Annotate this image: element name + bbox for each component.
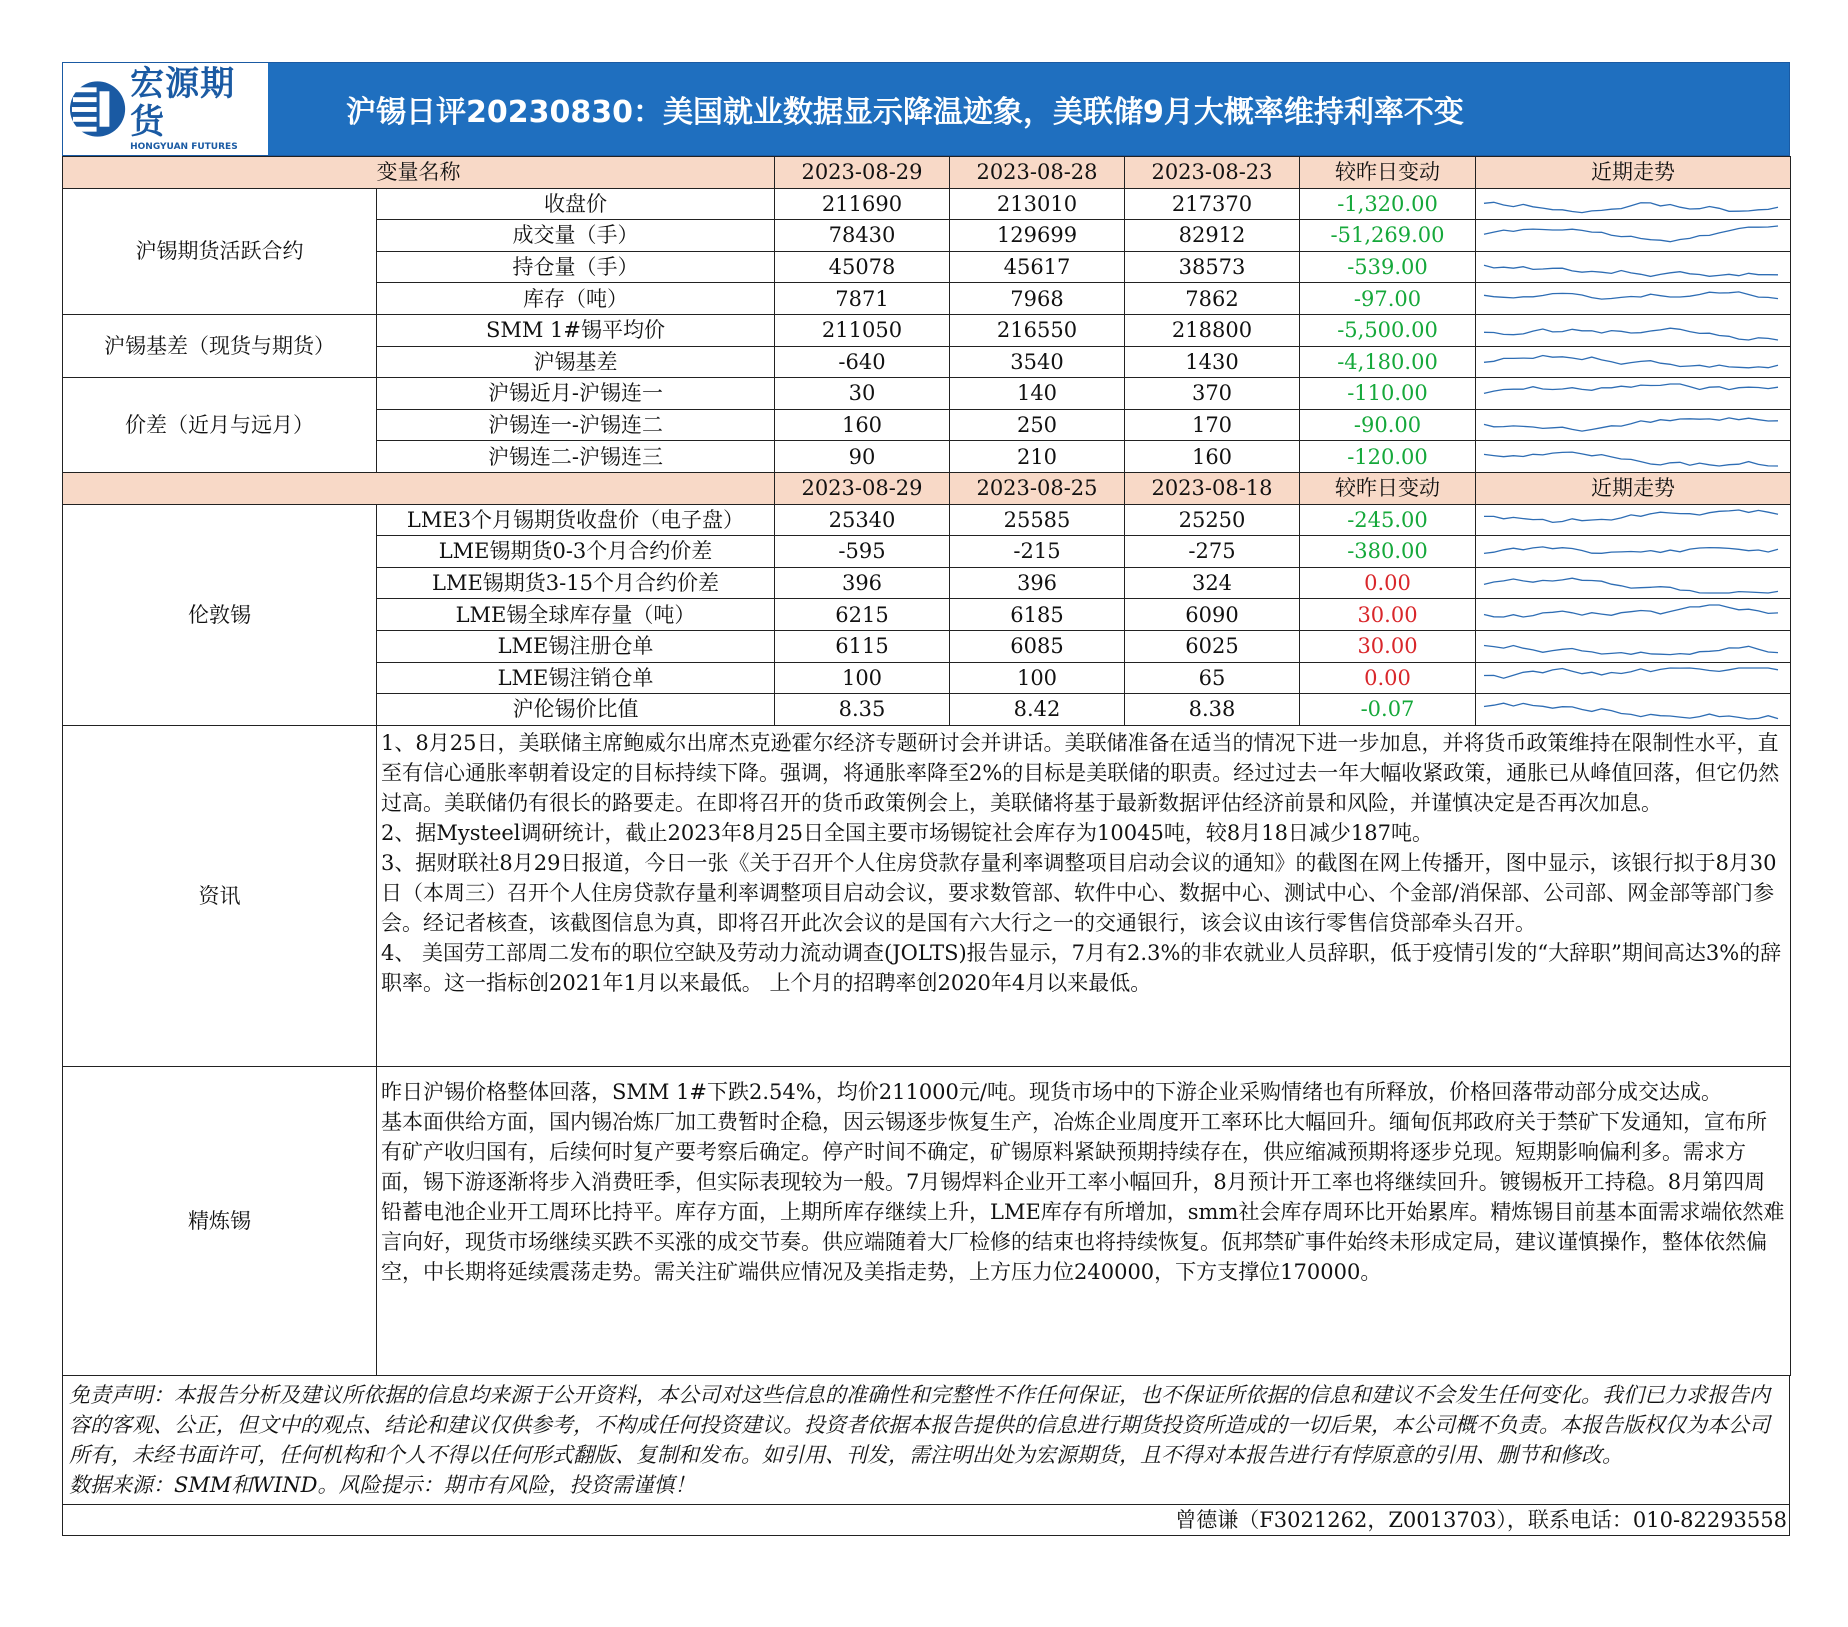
value-cell: 6085 bbox=[950, 630, 1125, 662]
header-blank bbox=[63, 472, 775, 504]
news-row bbox=[63, 725, 1791, 1066]
report-sheet bbox=[62, 62, 1790, 1536]
change-cell: -1,320.00 bbox=[1300, 188, 1476, 220]
trend-line bbox=[1484, 226, 1778, 242]
change-cell: 30.00 bbox=[1300, 599, 1476, 631]
header-column: 较昨日变动 bbox=[1300, 157, 1476, 189]
trend-sparkline bbox=[1476, 221, 1788, 250]
trend-line bbox=[1484, 510, 1778, 522]
value-cell: 7871 bbox=[775, 283, 950, 315]
variable-name: LME锡注册仓单 bbox=[377, 630, 775, 662]
value-cell: -640 bbox=[775, 346, 950, 378]
change-cell: -4,180.00 bbox=[1300, 346, 1476, 378]
table-row bbox=[63, 188, 1791, 220]
value-cell: -275 bbox=[1125, 536, 1300, 568]
value-cell: -215 bbox=[950, 536, 1125, 568]
variable-name: 沪锡连一-沪锡连二 bbox=[377, 409, 775, 441]
value-cell: 25340 bbox=[775, 504, 950, 536]
trend-line bbox=[1484, 703, 1778, 719]
trend-sparkline-cell bbox=[1476, 378, 1791, 410]
variable-name: SMM 1#锡平均价 bbox=[377, 314, 775, 346]
data-source-text: 数据来源：SMM和WIND。风险提示：期市有风险，投资需谨慎！ bbox=[69, 1472, 696, 1497]
trend-line bbox=[1484, 292, 1778, 299]
value-cell: 25250 bbox=[1125, 504, 1300, 536]
trend-line bbox=[1484, 605, 1778, 617]
trend-line bbox=[1484, 645, 1778, 654]
trend-sparkline-cell bbox=[1476, 409, 1791, 441]
variable-name: LME锡全球库存量（吨） bbox=[377, 599, 775, 631]
trend-sparkline-cell bbox=[1476, 504, 1791, 536]
trend-sparkline-cell bbox=[1476, 220, 1791, 252]
hongyuan-logo-icon bbox=[69, 77, 126, 141]
header-column: 2023-08-29 bbox=[775, 157, 950, 189]
value-cell: 370 bbox=[1125, 378, 1300, 410]
value-cell: 324 bbox=[1125, 567, 1300, 599]
variable-name: 沪锡近月-沪锡连一 bbox=[377, 378, 775, 410]
news-paragraph: 2、据Mysteel调研统计，截止2023年8月25日全国主要市场锡锭社会库存为10045吨，较8月18日减少187吨。 bbox=[381, 820, 1434, 845]
change-cell: 30.00 bbox=[1300, 630, 1476, 662]
refined-tin-paragraph: 基本面供给方面，国内锡冶炼厂加工费暂时企稳，因云锡逐步恢复生产，冶炼企业周度开工率环比大幅回升。缅甸佤邦政府关于禁矿下发通知，宣布所有矿产收归国有，后续何时复产要考察后确定。停产时间不确定，矿锡原料紧缺预期持续存在，供应缩减预期将逐步兑现。短期影响偏利多。需求方面，锡下游逐渐将步入消费旺季，但实际表现较为一般。7月锡焊料企业开工率小幅回升，8月预计开工率也将继续回升。镀锡板开工持稳。8月第四周铅蓄电池企业开工周环比持平。库存方面，上期所库存继续上升，LME库存有所增加，smm社会库存周环比开始累库。精炼锡目前基本面需求端依然难言向好，现货市场继续买跌不买涨的成交节奏。供应端随着大厂检修的结束也将持续恢复。佤邦禁矿事件始终未形成定局，建议谨慎操作，整体依然偏空，中长期将延续震荡走势。需关注矿端供应情况及美指走势，上方压力位240000，下方支撑位170000。 bbox=[381, 1109, 1785, 1284]
value-cell: 8.35 bbox=[775, 694, 950, 726]
value-cell: 8.38 bbox=[1125, 694, 1300, 726]
trend-line bbox=[1484, 417, 1778, 430]
value-cell: 129699 bbox=[950, 220, 1125, 252]
variable-name: 收盘价 bbox=[377, 188, 775, 220]
header-column: 近期走势 bbox=[1476, 157, 1791, 189]
change-cell: -539.00 bbox=[1300, 251, 1476, 283]
trend-sparkline bbox=[1476, 537, 1788, 566]
refined-tin-row bbox=[63, 1066, 1791, 1375]
value-cell: 78430 bbox=[775, 220, 950, 252]
variable-name: 成交量（手） bbox=[377, 220, 775, 252]
value-cell: 396 bbox=[950, 567, 1125, 599]
trend-sparkline-cell bbox=[1476, 630, 1791, 662]
trend-sparkline bbox=[1476, 379, 1788, 408]
header-column: 2023-08-23 bbox=[1125, 157, 1300, 189]
change-cell: -380.00 bbox=[1300, 536, 1476, 568]
trend-line bbox=[1484, 578, 1778, 593]
change-cell: 0.00 bbox=[1300, 662, 1476, 694]
header-column: 2023-08-29 bbox=[775, 472, 950, 504]
value-cell: 250 bbox=[950, 409, 1125, 441]
trend-sparkline-cell bbox=[1476, 441, 1791, 473]
refined-tin-text bbox=[377, 1066, 1791, 1375]
trend-line bbox=[1484, 265, 1778, 276]
trend-sparkline-cell bbox=[1476, 251, 1791, 283]
header-column: 较昨日变动 bbox=[1300, 472, 1476, 504]
group-label: 价差（近月与远月） bbox=[63, 378, 377, 473]
trend-sparkline bbox=[1476, 189, 1788, 218]
change-cell: -97.00 bbox=[1300, 283, 1476, 315]
trend-sparkline bbox=[1476, 347, 1788, 376]
value-cell: 100 bbox=[950, 662, 1125, 694]
value-cell: 213010 bbox=[950, 188, 1125, 220]
value-cell: 3540 bbox=[950, 346, 1125, 378]
table-row bbox=[63, 504, 1791, 536]
value-cell: 30 bbox=[775, 378, 950, 410]
header-column: 2023-08-25 bbox=[950, 472, 1125, 504]
disclaimer-text: 免责声明：本报告分析及建议所依据的信息均来源于公开资料，本公司对这些信息的准确性和完整性不作任何保证，也不保证所依据的信息和建议不会发生任何变化。我们已力求报告内容的客观、公正，但文中的观点、结论和建议仅供参考，不构成任何投资建议。投资者依据本报告提供的信息进行期货投资所造成的一切后果，本公司概不负责。本报告版权仅为本公司所有，未经书面许可，任何机构和个人不得以任何形式翻版、复制和发布。如引用、刊发，需注明出处为宏源期货，且不得对本报告进行有悖原意的引用、删节和修改。 bbox=[69, 1382, 1770, 1467]
value-cell: 170 bbox=[1125, 409, 1300, 441]
change-cell: -0.07 bbox=[1300, 694, 1476, 726]
variable-name: LME锡期货0-3个月合约价差 bbox=[377, 536, 775, 568]
header-variable-name: 变量名称 bbox=[63, 157, 775, 189]
group-label: 沪锡期货活跃合约 bbox=[63, 188, 377, 314]
header-column: 2023-08-18 bbox=[1125, 472, 1300, 504]
disclaimer bbox=[62, 1376, 1790, 1505]
value-cell: 65 bbox=[1125, 662, 1300, 694]
trend-line bbox=[1484, 547, 1778, 554]
value-cell: 90 bbox=[775, 441, 950, 473]
trend-line bbox=[1484, 668, 1778, 678]
news-paragraph: 4、 美国劳工部周二发布的职位空缺及劳动力流动调查(JOLTS)报告显示，7月有2.3%的非农就业人员辞职，低于疫情引发的“大辞职”期间高达3%的辞职率。这一指标创2021年1月以来最低。 上个月的招聘率创2020年4月以来最低。 bbox=[381, 940, 1782, 995]
trend-line bbox=[1484, 384, 1778, 393]
value-cell: 8.42 bbox=[950, 694, 1125, 726]
trend-sparkline-cell bbox=[1476, 314, 1791, 346]
value-cell: 218800 bbox=[1125, 314, 1300, 346]
header-column: 2023-08-28 bbox=[950, 157, 1125, 189]
variable-name: 沪锡连二-沪锡连三 bbox=[377, 441, 775, 473]
news-paragraph: 3、据财联社8月29日报道，今日一张《关于召开个人住房贷款存量利率调整项目启动会议的通知》的截图在网上传播开，图中显示，该银行拟于8月30日（本周三）召开个人住房贷款存量利率调整项目启动会议，要求数管部、软件中心、数据中心、测试中心、个金部/消保部、公司部、网金部等部门参会。经记者核查，该截图信息为真，即将召开此次会议的是国有六大行之一的交通银行，该会议由该行零售信贷部牵头召开。 bbox=[381, 850, 1777, 935]
trend-sparkline-cell bbox=[1476, 536, 1791, 568]
value-cell: 140 bbox=[950, 378, 1125, 410]
value-cell: 211050 bbox=[775, 314, 950, 346]
trend-sparkline bbox=[1476, 411, 1788, 440]
change-cell: 0.00 bbox=[1300, 567, 1476, 599]
value-cell: 160 bbox=[1125, 441, 1300, 473]
trend-sparkline bbox=[1476, 632, 1788, 661]
variable-name: 沪锡基差 bbox=[377, 346, 775, 378]
logo-english-name: HONGYUAN FUTURES bbox=[130, 142, 238, 152]
trend-sparkline-cell bbox=[1476, 346, 1791, 378]
trend-sparkline bbox=[1476, 284, 1788, 313]
variable-name: LME3个月锡期货收盘价（电子盘） bbox=[377, 504, 775, 536]
trend-sparkline-cell bbox=[1476, 599, 1791, 631]
change-cell: -120.00 bbox=[1300, 441, 1476, 473]
value-cell: 160 bbox=[775, 409, 950, 441]
value-cell: 100 bbox=[775, 662, 950, 694]
report-table bbox=[62, 156, 1791, 1376]
header-column: 近期走势 bbox=[1476, 472, 1791, 504]
value-cell: 45617 bbox=[950, 251, 1125, 283]
analyst-contact: 曾德谦（F3021262，Z0013703），联系电话：010-82293558 bbox=[62, 1505, 1790, 1536]
table-row bbox=[63, 314, 1791, 346]
change-cell: -51,269.00 bbox=[1300, 220, 1476, 252]
value-cell: 6185 bbox=[950, 599, 1125, 631]
value-cell: 211690 bbox=[775, 188, 950, 220]
value-cell: 210 bbox=[950, 441, 1125, 473]
change-cell: -245.00 bbox=[1300, 504, 1476, 536]
report-banner bbox=[62, 62, 1790, 156]
trend-line bbox=[1484, 203, 1778, 213]
variable-name: 库存（吨） bbox=[377, 283, 775, 315]
trend-line bbox=[1484, 356, 1778, 368]
value-cell: 6115 bbox=[775, 630, 950, 662]
value-cell: 38573 bbox=[1125, 251, 1300, 283]
value-cell: 217370 bbox=[1125, 188, 1300, 220]
table-header-row bbox=[63, 157, 1791, 189]
group-label: 伦敦锡 bbox=[63, 504, 377, 725]
refined-tin-paragraph: 昨日沪锡价格整体回落，SMM 1#下跌2.54%，均价211000元/吨。现货市场中的下游企业采购情绪也有所释放，价格回落带动部分成交达成。 bbox=[381, 1079, 1722, 1104]
change-cell: -5,500.00 bbox=[1300, 314, 1476, 346]
variable-name: LME锡期货3-15个月合约价差 bbox=[377, 567, 775, 599]
trend-sparkline-cell bbox=[1476, 567, 1791, 599]
trend-sparkline bbox=[1476, 442, 1788, 471]
trend-sparkline bbox=[1476, 569, 1788, 598]
logo-chinese-name: 宏源期货 bbox=[130, 64, 236, 142]
report-title: 沪锡日评20230830：美国就业数据显示降温迹象，美联储9月大概率维持利率不变 bbox=[268, 63, 1789, 155]
variable-name: 持仓量（手） bbox=[377, 251, 775, 283]
value-cell: 7862 bbox=[1125, 283, 1300, 315]
trend-sparkline-cell bbox=[1476, 283, 1791, 315]
trend-sparkline bbox=[1476, 663, 1788, 692]
value-cell: 82912 bbox=[1125, 220, 1300, 252]
news-label: 资讯 bbox=[63, 725, 377, 1066]
trend-sparkline-cell bbox=[1476, 662, 1791, 694]
change-cell: -90.00 bbox=[1300, 409, 1476, 441]
value-cell: 7968 bbox=[950, 283, 1125, 315]
trend-sparkline-cell bbox=[1476, 694, 1791, 726]
change-cell: -110.00 bbox=[1300, 378, 1476, 410]
trend-sparkline bbox=[1476, 600, 1788, 629]
refined-tin-label: 精炼锡 bbox=[63, 1066, 377, 1375]
trend-sparkline bbox=[1476, 253, 1788, 282]
variable-name: 沪伦锡价比值 bbox=[377, 694, 775, 726]
value-cell: 25585 bbox=[950, 504, 1125, 536]
value-cell: 6090 bbox=[1125, 599, 1300, 631]
value-cell: -595 bbox=[775, 536, 950, 568]
trend-sparkline bbox=[1476, 316, 1788, 345]
trend-sparkline bbox=[1476, 695, 1788, 724]
table-header-row bbox=[63, 472, 1791, 504]
variable-name: LME锡注销仓单 bbox=[377, 662, 775, 694]
company-logo bbox=[63, 63, 268, 155]
value-cell: 1430 bbox=[1125, 346, 1300, 378]
value-cell: 6025 bbox=[1125, 630, 1300, 662]
trend-sparkline bbox=[1476, 505, 1788, 534]
value-cell: 396 bbox=[775, 567, 950, 599]
news-text bbox=[377, 725, 1791, 1066]
trend-sparkline-cell bbox=[1476, 188, 1791, 220]
group-label: 沪锡基差（现货与期货） bbox=[63, 314, 377, 377]
trend-line bbox=[1484, 328, 1778, 340]
news-paragraph: 1、8月25日，美联储主席鲍威尔出席杰克逊霍尔经济专题研讨会并讲话。美联储准备在适当的情况下进一步加息，并将货币政策维持在限制性水平，直至有信心通胀率朝着设定的目标持续下降。强调，将通胀率降至2%的目标是美联储的职责。经过过去一年大幅收紧政策，通胀已从峰值回落，但它仍然过高。美联储仍有很长的路要走。在即将召开的货币政策例会上，美联储将基于最新数据评估经济前景和风险，并谨慎决定是否再次加息。 bbox=[381, 730, 1780, 815]
value-cell: 216550 bbox=[950, 314, 1125, 346]
trend-line bbox=[1484, 452, 1778, 466]
value-cell: 6215 bbox=[775, 599, 950, 631]
value-cell: 45078 bbox=[775, 251, 950, 283]
table-row bbox=[63, 378, 1791, 410]
